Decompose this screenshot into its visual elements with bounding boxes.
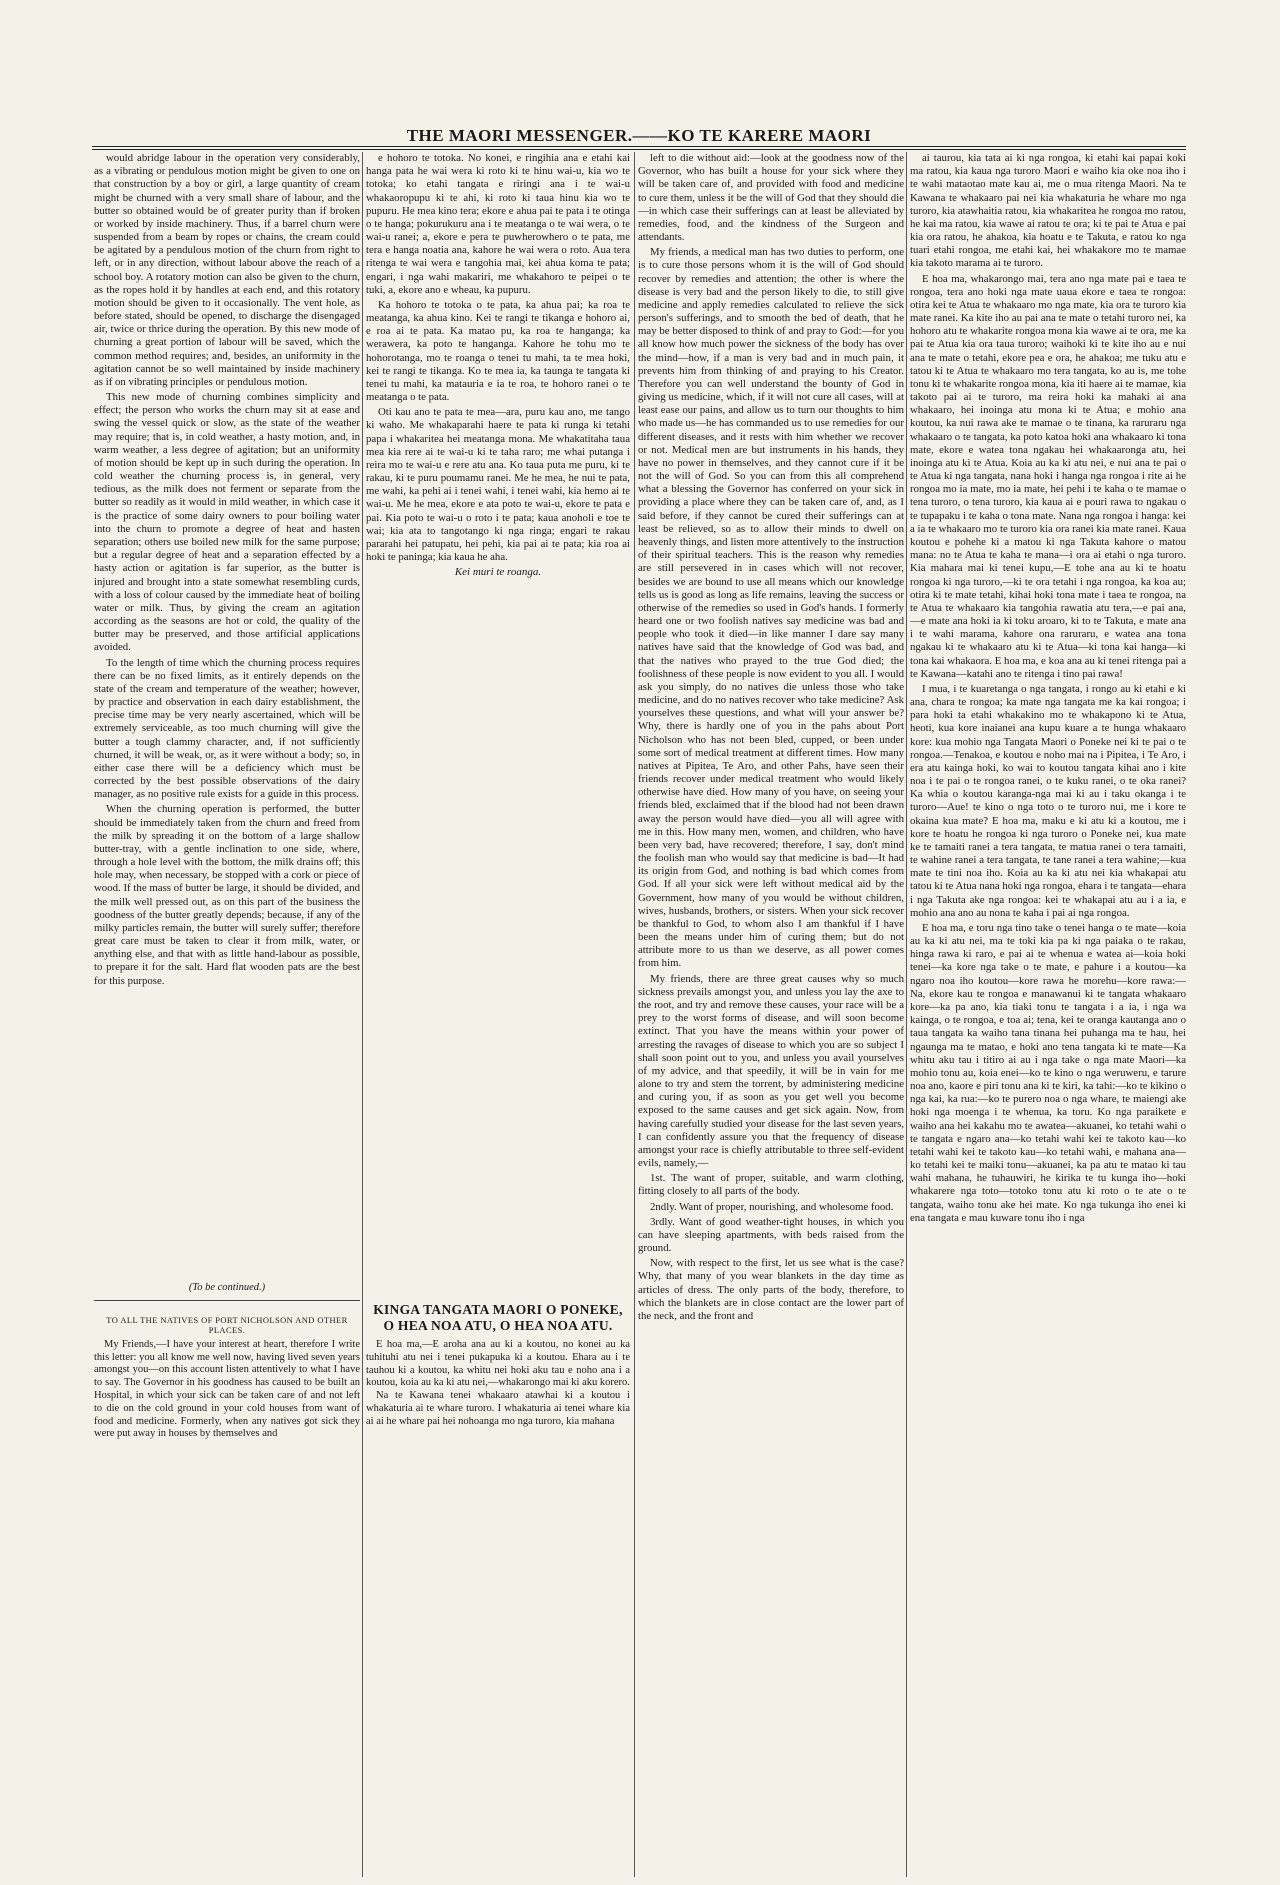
paragraph: 3rdly. Want of good weather-tight houses, in which you can have sleeping apartments, with beds raised from the ground.	[638, 1215, 904, 1255]
paragraph: 1st. The want of proper, suitable, and warm clothing, fitting closely to all parts of the body.	[638, 1172, 904, 1198]
paragraph: My friends, a medical man has two duties to perform, one is to cure those persons whom it is the will of God should recover by remedies and attention; the other is where the disease is very bad and the person likely to die, to still give medicine and apply remedies calculated to relieve the sick person's sufferings, and to smooth the bed of death, that he may be better disposed to think of and pray to God:—for you all know how much power the sickness of the body has over the mind—how, if a man is very bad and in much pain, it prevents him from thinking of and praying to his Creator. Therefore you can well understand the bounty of God in giving us medicine, which, if it will not cure all cases, will at least ease our pains, and allow us to turn our thoughts to him who made us—he has commanded us to use remedies for our different diseases, and it rests with him whether we recover or not. Medical men are but instruments in his hands, they have no power in themselves, and they cannot cure if it be not the will of God. So you can from this all comprehend what a blessing the Governor has conferred on your sick in providing a place where they can be taken care of, and, as I said before, if they cannot be cured their sufferings can at least be relieved, so as to allow their minds to dwell on heavenly things, and listen more attentively to the instruction of their spiritual teachers. This is the reason why remedies are still persevered in in cases which will not recover, besides we are bound to use all means which our knowledge tells us is good as long as life remains, leaving the success or otherwise of the remedies so used in God's hands. I formerly heard one or two foolish natives say medicine was bad and people who took it died—in like manner I dare say many natives have said that the knowledge of God was bad, and that the natives who prayed to the true God died; the foolishness of these people is now evident to you all. I would ask you simply, do no natives die unless those who take medicine, and do no natives recover who take medicine? Ask yourselves these questions, and what will your answer be? Why, there is hardly one of you in the pahs about Port Nicholson who has not been bled, cupped, or been under some sort of medical treatment at different times. How many natives at Pipitea, Te Aro, and other Pahs, have seen their friends recover under medical treatment who would likely otherwise have died. How many of you have, on seeing your friends bled, exclaimed that if the blood had not been drawn away the person would have died—you all will agree with me in this. How many men, women, and children, who have been very bad, have recovered; therefore, I say, don't mind the foolish man who would say that medicine is bad—It had its origin from God, and nothing is bad which comes from God. If all your sick were left without medical aid by the Government, how many of you would be without children, wives, husbands, brothers, or sisters. When your sick recover be thankful to God, to whom also I am thankful if I have been the means under him of curing them; but do not attribute more to us than we deserve, as all power comes from him.	[638, 246, 904, 970]
paragraph: When the churning operation is performed, the butter should be immediately taken from the churn and freed from the milk by spreading it on the bottom of a large shallow butter-tray, with a gentle inclination to one side, where, through a hole level with the bottom, the milk drains off; this hole may, when necessary, be stopped with a cork or piece of wood. If the mass of butter be large, it should be divided, and the milk well pressed out, as on this part of the business the goodness of the butter greatly depends; because, if any of the milky particles remain, the butter will surely suffer; therefore great care must be taken to clear it from milk, water, or anything else, and that with as little hand-labour as possible, to prepare it for the salt. Hard flat wooden pats are the best for this purpose.	[94, 803, 360, 987]
to-be-continued: (To be continued.)	[188, 1282, 266, 1293]
article-separator	[94, 1300, 360, 1301]
letter-english	[94, 1315, 360, 1441]
paragraph: 2ndly. Want of proper, nourishing, and wholesome food.	[650, 1200, 894, 1213]
letter-heading: TO ALL THE NATIVES OF PORT NICHOLSON AND OTHER PLACES.	[106, 1315, 348, 1336]
paragraph: E hoa ma, e toru nga tino take o tenei hanga o te mate—koia au ka ki atu nei, ma te toki kia pa ki nga paiaka o te rakau, hinga rawa ki raro, e pai ai te whenua e watea ai—koia hoki tenei—ka kore nga take o te mate, e pahure i a koutou—ka ngaro noa iho koutou—kore rawa he morehu—kore rawa:—Na, ekore kau te rongoa e manawanui ki te tangata whakaaro kore—ka pa ano, kia tiaki tonu te tangata i a ia, i nga wa kainga, o te rongoa, e toa ai; tena, kei te oranga kautanga ano o taua tangata ka waiho tana tinana hei puhanga ma te hau, hei ngaunga ma te matao, e hoki ano tena tangata ki te mate—Ka whitu aku tau i titiro ai au i nga take o nga mate Maori—ka mohio tonu au, koia enei—ko te kino o nga weruweru, e tarure noa ano, kaore e piri tonu ana ki te kiri, ka tahi:—ko te kikino o nga kai, ka rua:—ko te purero noa o nga whare, te maiengi ake hoki nga moenga i te whenua, ka toru. Ko nga paraikete e waiho ana hei kakahu mo te awatea—akuanei, ko tetahi wahi o te tangata e ngaro ana—ko tetahi wahi kei te takoto kau—ko tetahi wahi kei te takoto kau—ko tetahi wahi, e mahana ana—ko tetahi kei te maiki tonu—akuanei, ka pa atu te matao ki tau wahi mahana, he tuhauwiri, he kirika te tu kunga iho—hoki whakarere nga toto—totoko tonu atu ki roto o te ate o te tangata, waiho tonu ake hei mate. Ko nga tukunga iho enei ki ena tangata e mau kuware tonu iho i nga	[910, 921, 1186, 1224]
paragraph: e hohoro te totoka. No konei, e ringihia ana e etahi kai hanga pata he wai wera ki roto ki te hinu wai-u, kia wo te totoka; ko etahi tangata e riringi ana i te wai-u whakaoropupu ki te ahi, ki roto ki taua hinu kia wo te pupuru. He mea kino tera; ekore e ahua pai te pata i te otinga o te hanga; pokurukuru ana i te meatanga o te wai wera, o te wai-u ranei; a, ekore e pera te puwherowhero o te pata, me tera e hanga noatia ana, kahore he wai wera o roto. Aua tera ritenga te wai wera e tangohia mai, kei ahua koma te pata; engari, i nga wahi makariri, me whakahoro te peipei o te tuki, a, ekore ano e wheau, ka pupuru.	[366, 152, 630, 296]
paragraph: I mua, i te kuaretanga o nga tangata, i rongo au ki etahi e ki ana, chara te rongoa; ka mate nga tangata me ka kai rongoa; i para hoki ta etahi whakakino mo te whakapono ki te Atua, heoti, kua kore inaianei ana kupu kuare a te hunga whakaaro kore: kua mohio nga Tangata Maori o Poneke nei ki te pai o te rongoa.—Tenakoa, e koutou e noho mai na i Pipitea, i Te Aro, i era atu kainga hoki, ko wai to koutou tangata kihai ano i kite noa i te pai o te rongoa ranei, o te kuku ranei, o te oka ranei? Ka whia o koutou karanga-nga mai ki au i taku okanga i te turoro—Aue! te kino o nga toto o te turoro nui, me i kore te okaina kua mate? E hoa ma, maku e ki atu ki a koutou, me i kore te hoatu he rongoa ki nga turoro o Poneke nei, kua mate ke te tamaiti ranei a tera tangata, te matua ranei o tera tamaiti, te wahine ranei a tera tangata, te tane ranei a tera wahine;—kua mate te tini noa iho. Koia au ka ki atu nei kia whakapai atu tatou ki te Atua nana hoki nga rongoa, ehara i te tangata—ehara i nga Takuta ake nga rongoa: kei te whakapai atu au i a ia, e mohio ana ano au nona te kaha i pai ai nga rongoa.	[910, 682, 1186, 919]
column-3-english-letter	[638, 152, 904, 1877]
paragraph: To the length of time which the churning process requires there can be no fixed limits, as it entirely depends on the state of the cream and temperature of the weather; however, by practice and observation in each dairy establishment, the precise time may be very nearly ascertained, which will be extremely serviceable, as too much churning will give the butter a tough clammy character, and, if not sufficiently churned, it will be weak, or, as it were without a body; so, in either case there will be a deficiency which must be corrected by the best possible observations of the dairy manager, as no positive rule exists for a guide in this process.	[94, 656, 360, 801]
header-rule-double	[92, 149, 1186, 150]
header-rule	[92, 146, 1186, 147]
column-2-maori-churning	[366, 152, 630, 852]
paragraph: Na te Kawana tenei whakaaro atawhai ki a koutou i whakaturia ai te whare turoro. I whakaturia ai tenei whare kia ai ai he whare pai hei nohoanga mo nga turoro, kia mahana	[366, 1390, 630, 1427]
page-header: THE MAORI MESSENGER.——KO TE KARERE MAORI	[406, 126, 872, 145]
column-divider	[906, 152, 907, 1877]
paragraph: Ka hohoro te totoka o te pata, ka ahua pai; ka roa te meatanga, ka ahua kino. Kei te rangi te tikanga e hohoro ai, e roa ai te pata. Ka matao pu, ka roa te hanganga; ka werawera, ka poto te hanganga. Kahore he tohu mo te hohorotanga, mo te roanga o tenei tu mahi, ta te mea hoki, kei te rangi te tikanga. Ko te mea ia, ka taunga te tangata ki tenei tu mahi, ka matauria e ia te roa, te hohoro ranei o te meatanga o te pata.	[366, 298, 630, 404]
paragraph: E hoa ma, whakarongo mai, tera ano nga mate pai e taea te rongoa, tera ano hoki nga mate uaua ekore e taea te rongoa: otira kei te Atua te whakaaro mo nga mate, kia ora te turoro kia mate ranei. Ka kite iho au pai ana te mate o tetahi turoro nei, ka hohoro atu te whakarite rongoa mona kia wawe ai te ora, me ka pai te Atua kia ora taua turoro; waihoki ki te kite iho au e nui ana te mate o tetahi, ekore pea e ora, he ahakoa; me tuku atu e tatou ki te Atua te whakaaro mo tera tangata, ko au is, me tohe tonu ki te whakarite rongoa mona, kia iti haere ai te mamae, kia takoto pai ai te turoro, ma reira hoki ka mahaki ai ana whakaaro, hei inoinga atu mona ki te Atua; e mohio ana koutou, ka nui rawa ake te mamae o te tinana, ka raruraru nga whakaaro o te tangata, ka poto katoa hoki ana whakaaro ki tona mate, ekore e watea tona ngakau hei whakaaronga atu, hei inoinga atu ki te Atua. Koia au ka ki atu nei, e nui ana te pai o te Atua ki nga tangata, nana hoki i hanga nga rongoa i rite ai he rongoa mo ia mate, mo ia mate, hei pehi i te kaha o te mamae o tena turoro, o tena turoro, kia kaua ai e pouri rawa to ngakau o te tupapaku i te kaha o tona mate. Nana nga rongoa i hanga: kei a ia te whakaaro mo te turoro kia ora ranei kia mate ranei. Kaua koutou e pohehe ki a matou ki nga Takuta kahore o matou mana: no te Atua te kaha te mana—i ora ai etahi o nga turoro. Kia mahara mai ki tenei kupu,—E tohe ana au ki te hoatu rongoa ki nga turoro,—ki te ora tetahi i nga rongoa, ka koa au; otira ki te mate tetahi, kihai hoki tona mate i taea te rongoa, na te Atua te whakaaro kia tangohia rawatia atu tera,—e pai ana,—e mate ana hoki ia ki toku aroaro, ki to te Takuta, e mate ana i te wahi marama, kahore ona raruraru, e watea ana tona ngakau ki te whakaaro atu ki te Atua—ki tona kai hanga—ki tona kai whakaora. E hoa ma, e koa ana au ki tenei ritenga pai a te Kawana—katahi ano te ritenga i tino pai rawa!	[910, 272, 1186, 680]
letter-maori	[366, 1302, 630, 1429]
paragraph: Now, with respect to the first, let us see what is the case? Why, that many of you wear blankets in the day time as articles of dress. The only parts of the body, therefore, to which the blankets are in close contact are the lower part of the neck, and the front and	[638, 1257, 904, 1322]
column-4-maori-letter	[910, 152, 1186, 1877]
column-1-english-churning	[94, 152, 360, 1272]
paragraph: My Friends,—I have your interest at heart, therefore I write this letter: you all know me well now, having lived seven years amongst you—on this account listen attentively to what I have to say. The Governor in his goodness has caused to be built an Hospital, in which your sick can be taken care of and not left to die on the cold ground in your cold houses from want of food and medicine. Formerly, when any natives got sick they were put away in houses by themselves and	[94, 1338, 360, 1440]
paragraph: would abridge labour in the operation very considerably, as a vibrating or pendulous motion might be given to one on that construction by a boy or girl, a large quantity of cream might be churned with a very small share of labour, and the butter so obtained would be of greater purity than if broken or worked by inside machinery. Thus, if a barrel churn were suspended from a beam by ropes or chains, the cream could be agitated by a pendulous motion of the churn from right to left, or in any direction, without labour above the reach of a school boy. A rotatory motion can also be given to the churn, as the ropes hold it by handles at each end, and this rotatory motion should be given to it occasionally. The vent hole, as before stated, should be opened, to discharge the disengaged air, twice or thrice during the operation. By this new mode of churning a great portion of labour will be saved, which the common method requires; and, besides, an uniformity in the agitation cannot be so well maintained by inside machinery as if on vibrating principles or pendulous motion.	[94, 152, 360, 388]
paragraph: Oti kau ano te pata te mea—ara, puru kau ano, me tango ki waho. Me whakaparahi haere te pata ki runga ki tetahi papa i whakaritea hei meatanga mona. Me whakatitaha taua mea kia rere ai te wai-u ki te taha raro; me whai putanga i reira mo te wai-u e rere atu ana. Ko taua puta me puru, ki te rakau, ki te puru poumamu ranei. Me he mea, he nui te pata, me wahi, ka pehi ai i tenei wahi, i tenei wahi, kia hemo ai te wai-u. Me he mea, ekore e ata poto te wai-u, ekore te pata e pai. Kia poto te wai-u o roto i te pata; kaua anoholi e toe te wai; kia ata to tangotango ki nga ringa; engari te rakau pararahi hei patupatu, hei pehi, kia pai ai te pata; kia roa ai hoki te paninga; kia kaua he aha.	[366, 406, 630, 564]
paragraph: E hoa ma,—E aroha ana au ki a koutou, no konei au ka tuhituhi atu nei i tenei pukapuka ki a koutou. Ehara au i te tauhou ki a koutou, ka whitu nei hoki aku tau e noho ana i a koutou, koia au ka ki atu nei,—whakarongo mai ki aku korero.	[366, 1339, 630, 1389]
signoff: Kei muri te roanga.	[454, 566, 542, 579]
paragraph: This new mode of churning combines simplicity and effect; the person who works the churn may sit at ease and swing the vessel quick or slow, as the state of the weather may require; that is, in cold weather, a hasty motion, and, in warm weather, a less degree of agitation; but an uniformity of motion should be kept up in such during the operation. In cold weather the churning process is, in general, very tedious, as the milk does not ferment or separate from the butter so readily as it would in mild weather, in which case it is the practice of some dairy owners to pour boiling water into the churn to promote a degree of heat and hasten separation; others use boiled new milk for the same purpose; but a regular degree of heat and a separation effected by a hasty action or agitation is far superior, as the butter is injured and brought into a state somewhat resembling curds, with a loss of colour caused by the immediate heat of boiling water or milk. Thus, by giving the cream an agitation according as the seasons are hot or cold, the quality of the butter may be preserved, and those artificial applications avoided.	[94, 391, 360, 654]
column-divider	[362, 152, 363, 1877]
paragraph: left to die without aid:—look at the goodness now of the Governor, who has built a house for your sick where they will be taken care of, and provided with food and medicine to cure them, unless it be the will of God that they should die—in which case their sufferings can at least be alleviated by remedies, food, and the kindness of the Surgeon and attendants.	[638, 152, 904, 244]
letter-title: KINGA TANGATA MAORI O PONEKE, O HEA NOA ATU, O HEA NOA ATU.	[373, 1302, 623, 1333]
column-divider	[634, 152, 635, 1877]
paragraph: ai taurou, kia tata ai ki nga rongoa, ki etahi kai papai koki ma ratou, kia kaua nga turoro Maori e waiho kia oke noa iho i te wahi mataotao mate kau ai, me o mua ritenga Maori. Na te Kawana te whakaaro pai nei kia whakaturia he whare mo nga turoro, kia atawhaitia ratou, kia whakaritea he rongoa mo ratou, he kai ma ratou, kia wawe ai ratou te ora; ki te pai te Atua e pai kia ora ratou, he ahakoa, kia hoatu e te Takuta, e ratou ko nga tuari etahi rongoa, me etahi kai, hei whakakore mo te mamae kia takoto marama ai te turoro.	[910, 152, 1186, 270]
paragraph: My friends, there are three great causes why so much sickness prevails amongst you, and unless you lay the axe to the root, and try and remove these causes, your race will be a prey to the worst forms of disease, and will soon become extinct. That you have the means within your power of arresting the ravages of disease to which you are so subject I shall soon point out to you, and unless you avail yourselves of my advice, and that speedily, it will be in vain for me alone to try and stem the torrent, by administering medicine and curing you, if as soon as you get well you become exposed to the same causes and get sick again. Now, from having carefully studied your disease for the last seven years, I can confidently assure you that the frequency of disease amongst your race is chiefly attributable to three self-evident evils, namely,—	[638, 972, 904, 1170]
